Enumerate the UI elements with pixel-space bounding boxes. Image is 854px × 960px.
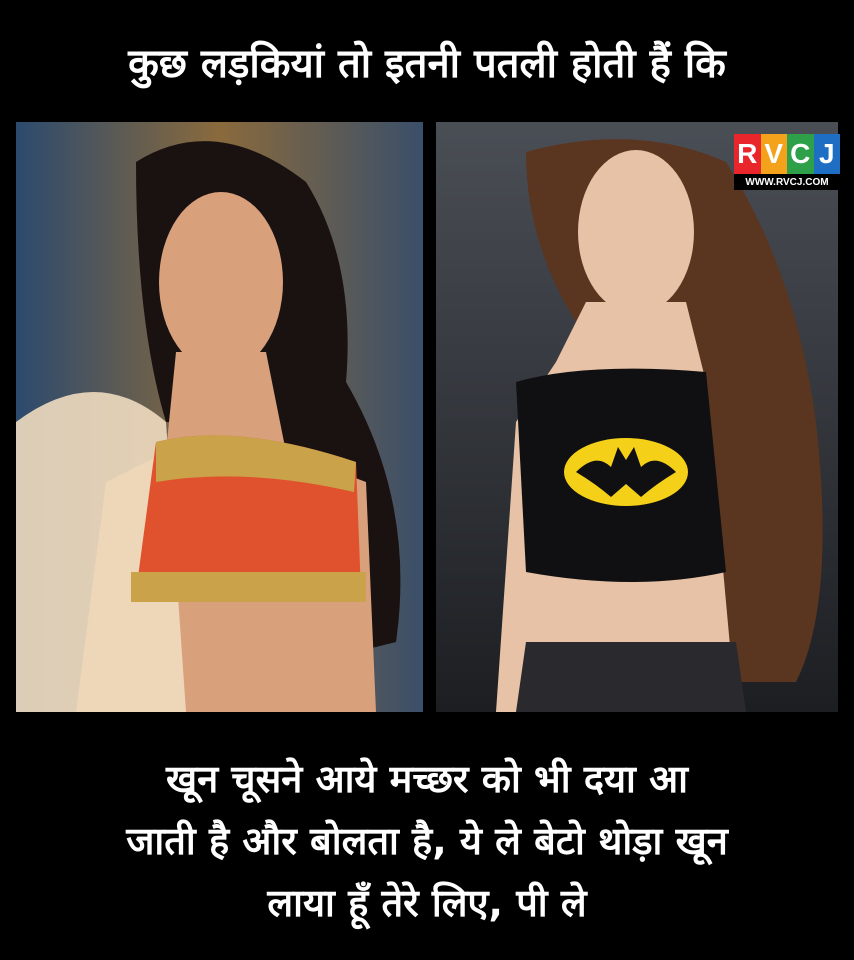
bottom-caption: [0, 722, 854, 960]
bottom-caption-line-3: लाया हूँ तेरे लिए, पी ले: [267, 881, 587, 925]
brand-letter-c: C: [787, 134, 814, 174]
brand-letters: [734, 134, 840, 174]
right-photo: [436, 122, 838, 712]
brand-letter-j: J: [814, 134, 841, 174]
brand-url: WWW.RVCJ.COM: [734, 174, 840, 190]
brand-letter-v: V: [761, 134, 788, 174]
brand-letter-r: R: [734, 134, 761, 174]
left-photo: [16, 122, 423, 712]
bottom-caption-line-2: जाती है और बोलता है, ये ले बेटो थोड़ा खून: [126, 819, 728, 863]
brand-logo: [734, 134, 840, 190]
top-caption: कुछ लड़कियां तो इतनी पतली होती हैं कि: [128, 40, 726, 87]
bottom-caption-line-1: खून चूसने आये मच्छर को भी दया आ: [166, 757, 688, 801]
